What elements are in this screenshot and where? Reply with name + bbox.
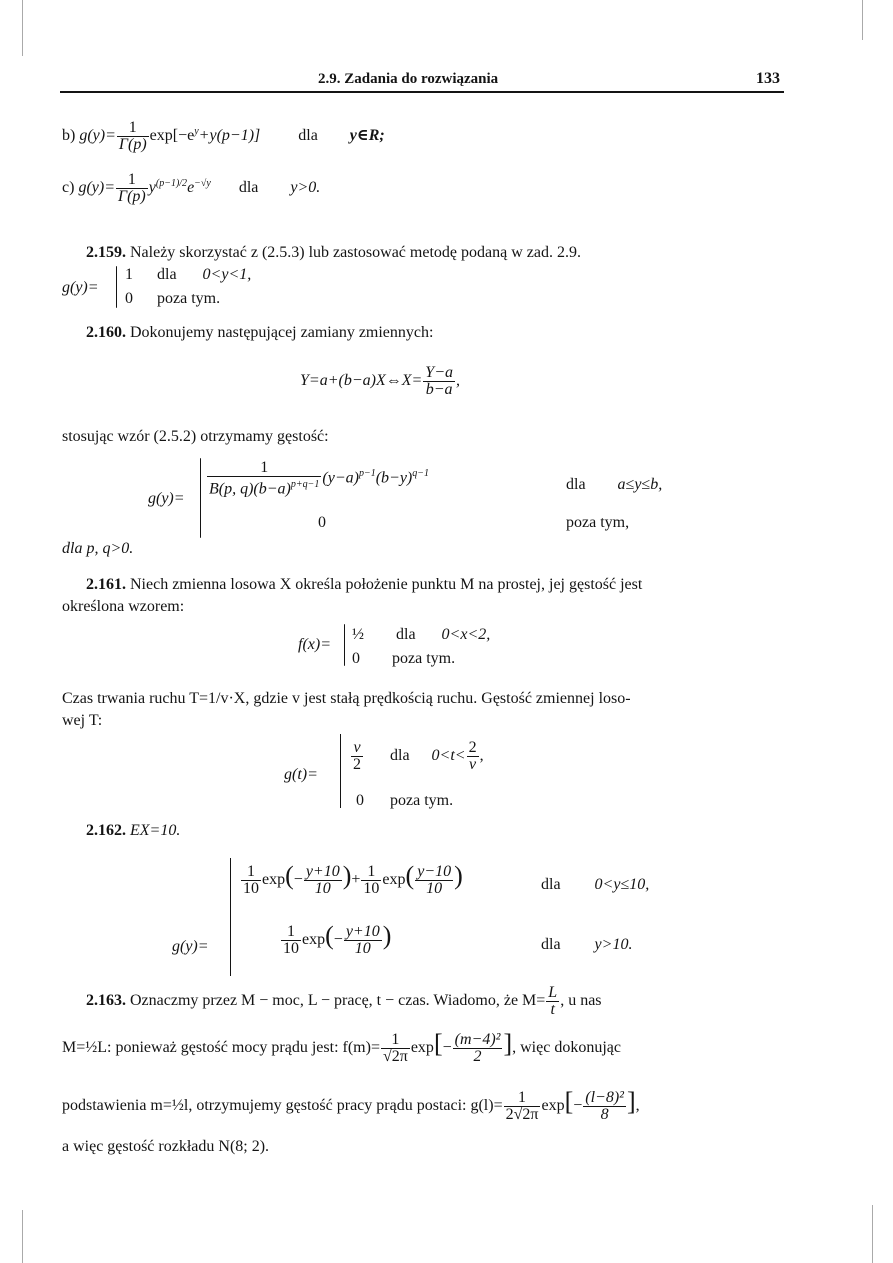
problem-line-3: podstawienia m=½l, otrzymujemy gęstość pracy prądu postaci: g(l)= $\frac{1}{2√2\pi}$ exp[− $\frac{\text{(l−8)²}}{8}$ ], (62, 1087, 640, 1123)
paragraph-text-cont: wej T: (62, 712, 103, 729)
denominator: v (469, 756, 477, 773)
problem-number: 2.160. (86, 324, 126, 341)
problem-line-4: a więc gęstość rozkładu N(8; 2). (62, 1138, 270, 1155)
exp-function: exp (302, 931, 326, 949)
lhs: g(y)= (79, 127, 116, 145)
value: 0 (356, 792, 364, 809)
fraction (351, 740, 363, 773)
condition-word: poza tym. (392, 650, 456, 667)
problem-2-159 (86, 244, 581, 262)
density-row-2 (356, 792, 453, 810)
scan-edge-right (862, 0, 863, 40)
piecewise-condition-1 (566, 476, 662, 494)
problem-2-160 (86, 324, 433, 342)
exponent: (p−1)/2 (155, 177, 188, 189)
scan-edge-right-bottom (872, 1205, 873, 1263)
arg (583, 1090, 626, 1123)
density-lhs: f(x)= (298, 636, 331, 653)
exponent-2: q−1 (412, 468, 430, 480)
exp-function-2: exp (382, 871, 406, 889)
condition-word: dla (298, 127, 318, 145)
denominator: 2 (353, 756, 361, 773)
paragraph-text: Czas trwania ruchu T=1/v·X, gdzie v jest stałą prędkością ruchu. Gęstość zmiennej loso- (62, 690, 631, 707)
condition-word: dla (157, 266, 177, 283)
problem-number: 2.162. (86, 822, 126, 839)
numerator: 1 (241, 864, 261, 881)
problem-text: Niech zmienna losowa X określa położenie punktu M na prostej, jej gęstość jest (130, 576, 643, 593)
piecewise-row-2: 0 (318, 514, 326, 531)
denominator: b−a (425, 381, 453, 398)
denominator: Γ(p) (118, 188, 146, 205)
header-rule (60, 91, 784, 93)
numerator: 1 (281, 924, 301, 941)
problem-number: 2.163. (86, 992, 126, 1010)
item-label: c) (62, 179, 75, 197)
problem-text: EX=10. (130, 822, 181, 839)
density-row-2: $\frac{1}{10}$ exp(− $\frac{y+10}{10}$ ) (283, 921, 392, 957)
piecewise-row-1 (125, 266, 251, 284)
fraction (423, 365, 455, 398)
exp-function: exp (410, 1039, 434, 1057)
denominator: 10 (363, 880, 380, 897)
exp-function: exp (262, 871, 286, 889)
problem-text: Oznaczmy przez M − moc, L − pracę, t − czas. Wiadomo, że M= (130, 992, 546, 1010)
arg (453, 1032, 503, 1065)
equation-tail: , (456, 372, 460, 390)
running-header: 2.9. Zadania do rozwiązania (318, 71, 499, 87)
denominator: t (550, 1001, 555, 1018)
term-1: (y−a) (322, 469, 359, 487)
denominator: B(p, q)(b−a) (209, 480, 291, 498)
density-row-2 (352, 650, 455, 668)
exponent-2: −√y (194, 177, 211, 189)
denominator: 10 (426, 880, 443, 897)
numerator: 1 (117, 120, 149, 137)
condition: y∈R; (349, 127, 385, 145)
numerator: 1 (116, 172, 148, 189)
numerator: 1 (361, 864, 381, 881)
formula-c (62, 172, 320, 205)
lhs: g(y)= (78, 179, 115, 197)
rhs-tail: +y(p−1)] (198, 127, 261, 145)
denominator: 10 (354, 940, 371, 957)
exponent: p+q−1 (290, 479, 320, 490)
condition: 0<y≤10, (594, 876, 650, 893)
tail: , (479, 747, 484, 765)
problem-2-161 (86, 576, 642, 594)
condition-word: poza tym. (157, 290, 221, 307)
value: ½ (352, 626, 364, 643)
numerator: Y−a (425, 364, 453, 381)
condition: y>10. (594, 936, 633, 953)
numerator: y+10 (305, 863, 340, 880)
problem-text: Należy skorzystać z (2.5.3) lub zastosować metodę podaną w zad. 2.9. (130, 244, 581, 261)
exponent-1: p−1 (358, 468, 376, 480)
numerator: (m−4)² (454, 1031, 501, 1048)
numerator: L (548, 984, 558, 1001)
condition-word: dla (396, 626, 416, 643)
scan-edge-left-bottom (22, 1210, 23, 1263)
condition: 0<t< (431, 747, 466, 765)
coef (381, 1032, 410, 1065)
condition-word: dla (541, 936, 561, 953)
denominator: 2 (473, 1048, 482, 1065)
fraction (116, 172, 148, 205)
numerator: 1 (207, 460, 321, 477)
rhs: y (148, 179, 156, 197)
text-tail: , u nas (560, 992, 602, 1010)
text-tail: , więc dokonując (512, 1039, 621, 1057)
coef (281, 924, 301, 957)
item-label: b) (62, 127, 76, 145)
coef (504, 1090, 541, 1123)
condition-word: poza tym. (390, 792, 454, 809)
rhs: exp[−e (149, 127, 195, 145)
formula-b (62, 120, 385, 153)
value: 0 (352, 650, 360, 667)
coef-2 (361, 864, 381, 897)
brace (200, 458, 201, 538)
density-row-1: $\frac{1}{10}$ exp(− $\frac{y+10}{10}$ )+ $\frac{1}{10}$ exp( $\frac{y-10}{10}$ ) (243, 861, 463, 897)
brace (230, 858, 231, 976)
condition-word: dla (541, 876, 561, 893)
text: podstawienia m=½l, otrzymujemy gęstość pracy prądu postaci: g(l)= (62, 1097, 503, 1115)
denominator: 10 (243, 880, 259, 897)
text-tail: , (635, 1097, 640, 1115)
problem-2-162 (86, 822, 180, 840)
condition-word: dla (238, 179, 259, 197)
arg-1 (304, 864, 342, 897)
page-number: 133 (756, 70, 780, 87)
numerator: y−10 (417, 863, 452, 880)
problem-line-2: M=½L: ponieważ gęstość mocy prądu jest: f(m)= $\frac{1}{√2\pi}$ exp[− $\frac{\text{(m−4)²}}{2}$ ], więc dokonując (62, 1029, 621, 1065)
brace (340, 734, 341, 808)
density-row-1 (350, 740, 484, 773)
fraction (546, 985, 559, 1018)
brace (116, 266, 117, 308)
denominator: 10 (314, 880, 331, 897)
denominator: Γ(p) (118, 136, 147, 153)
numerator: v (351, 740, 363, 757)
text: M=½L: ponieważ gęstość mocy prądu jest: f(m)= (62, 1039, 380, 1057)
density-row-1 (352, 626, 490, 644)
numerator: 2 (468, 739, 477, 756)
denominator: 2√2π (505, 1106, 539, 1123)
problem-2-163 (86, 985, 602, 1018)
denominator: 10 (283, 940, 299, 957)
numerator: 1 (381, 1032, 410, 1049)
equation-left: Y=a+(b−a)X⇔X= (300, 372, 423, 390)
numerator: 1 (504, 1090, 541, 1107)
arg (344, 924, 382, 957)
piecewise-condition-2: poza tym, (566, 514, 630, 531)
exponent: y (194, 125, 199, 137)
parameter-condition: dla p, q>0. (62, 540, 134, 557)
piecewise-lhs: g(y)= (148, 490, 185, 507)
problem-number: 2.161. (86, 576, 126, 593)
exp-function: exp (541, 1097, 565, 1115)
denominator: 8 (600, 1106, 609, 1123)
brace (344, 624, 345, 666)
piecewise-row-1 (206, 460, 429, 497)
arg-2 (415, 864, 453, 897)
piecewise-lhs: g(y)= (62, 279, 99, 296)
density-lhs: g(y)= (172, 938, 209, 955)
fraction (117, 120, 149, 153)
numerator: y+10 (345, 923, 380, 940)
problem-text: Dokonujemy następującej zamiany zmiennych: (130, 324, 434, 341)
problem-text-cont: określona wzorem: (62, 598, 185, 615)
condition-2 (541, 936, 632, 954)
condition: 0<x<2, (441, 626, 491, 643)
condition-word: dla (566, 476, 586, 493)
substitution-equation (300, 365, 460, 398)
condition: 0<y<1, (202, 266, 252, 283)
value: 0 (125, 290, 133, 307)
condition-word: dla (390, 747, 410, 765)
numerator: (l−8)² (585, 1089, 624, 1106)
coef-1 (241, 864, 261, 897)
term-2: (b−y) (375, 469, 413, 487)
denominator: √2π (382, 1048, 408, 1065)
piecewise-row-2 (125, 290, 220, 308)
condition: y>0. (290, 179, 321, 197)
fraction-2 (467, 740, 479, 773)
condition-1 (541, 876, 649, 894)
scan-edge-left (22, 0, 23, 56)
fraction (207, 460, 321, 497)
value: 1 (125, 266, 133, 283)
condition: a≤y≤b, (617, 476, 663, 493)
paragraph-text: stosując wzór (2.5.2) otrzymamy gęstość: (62, 428, 329, 445)
problem-number: 2.159. (86, 244, 126, 261)
density-lhs: g(t)= (284, 766, 318, 783)
rhs-e: e (187, 179, 195, 197)
